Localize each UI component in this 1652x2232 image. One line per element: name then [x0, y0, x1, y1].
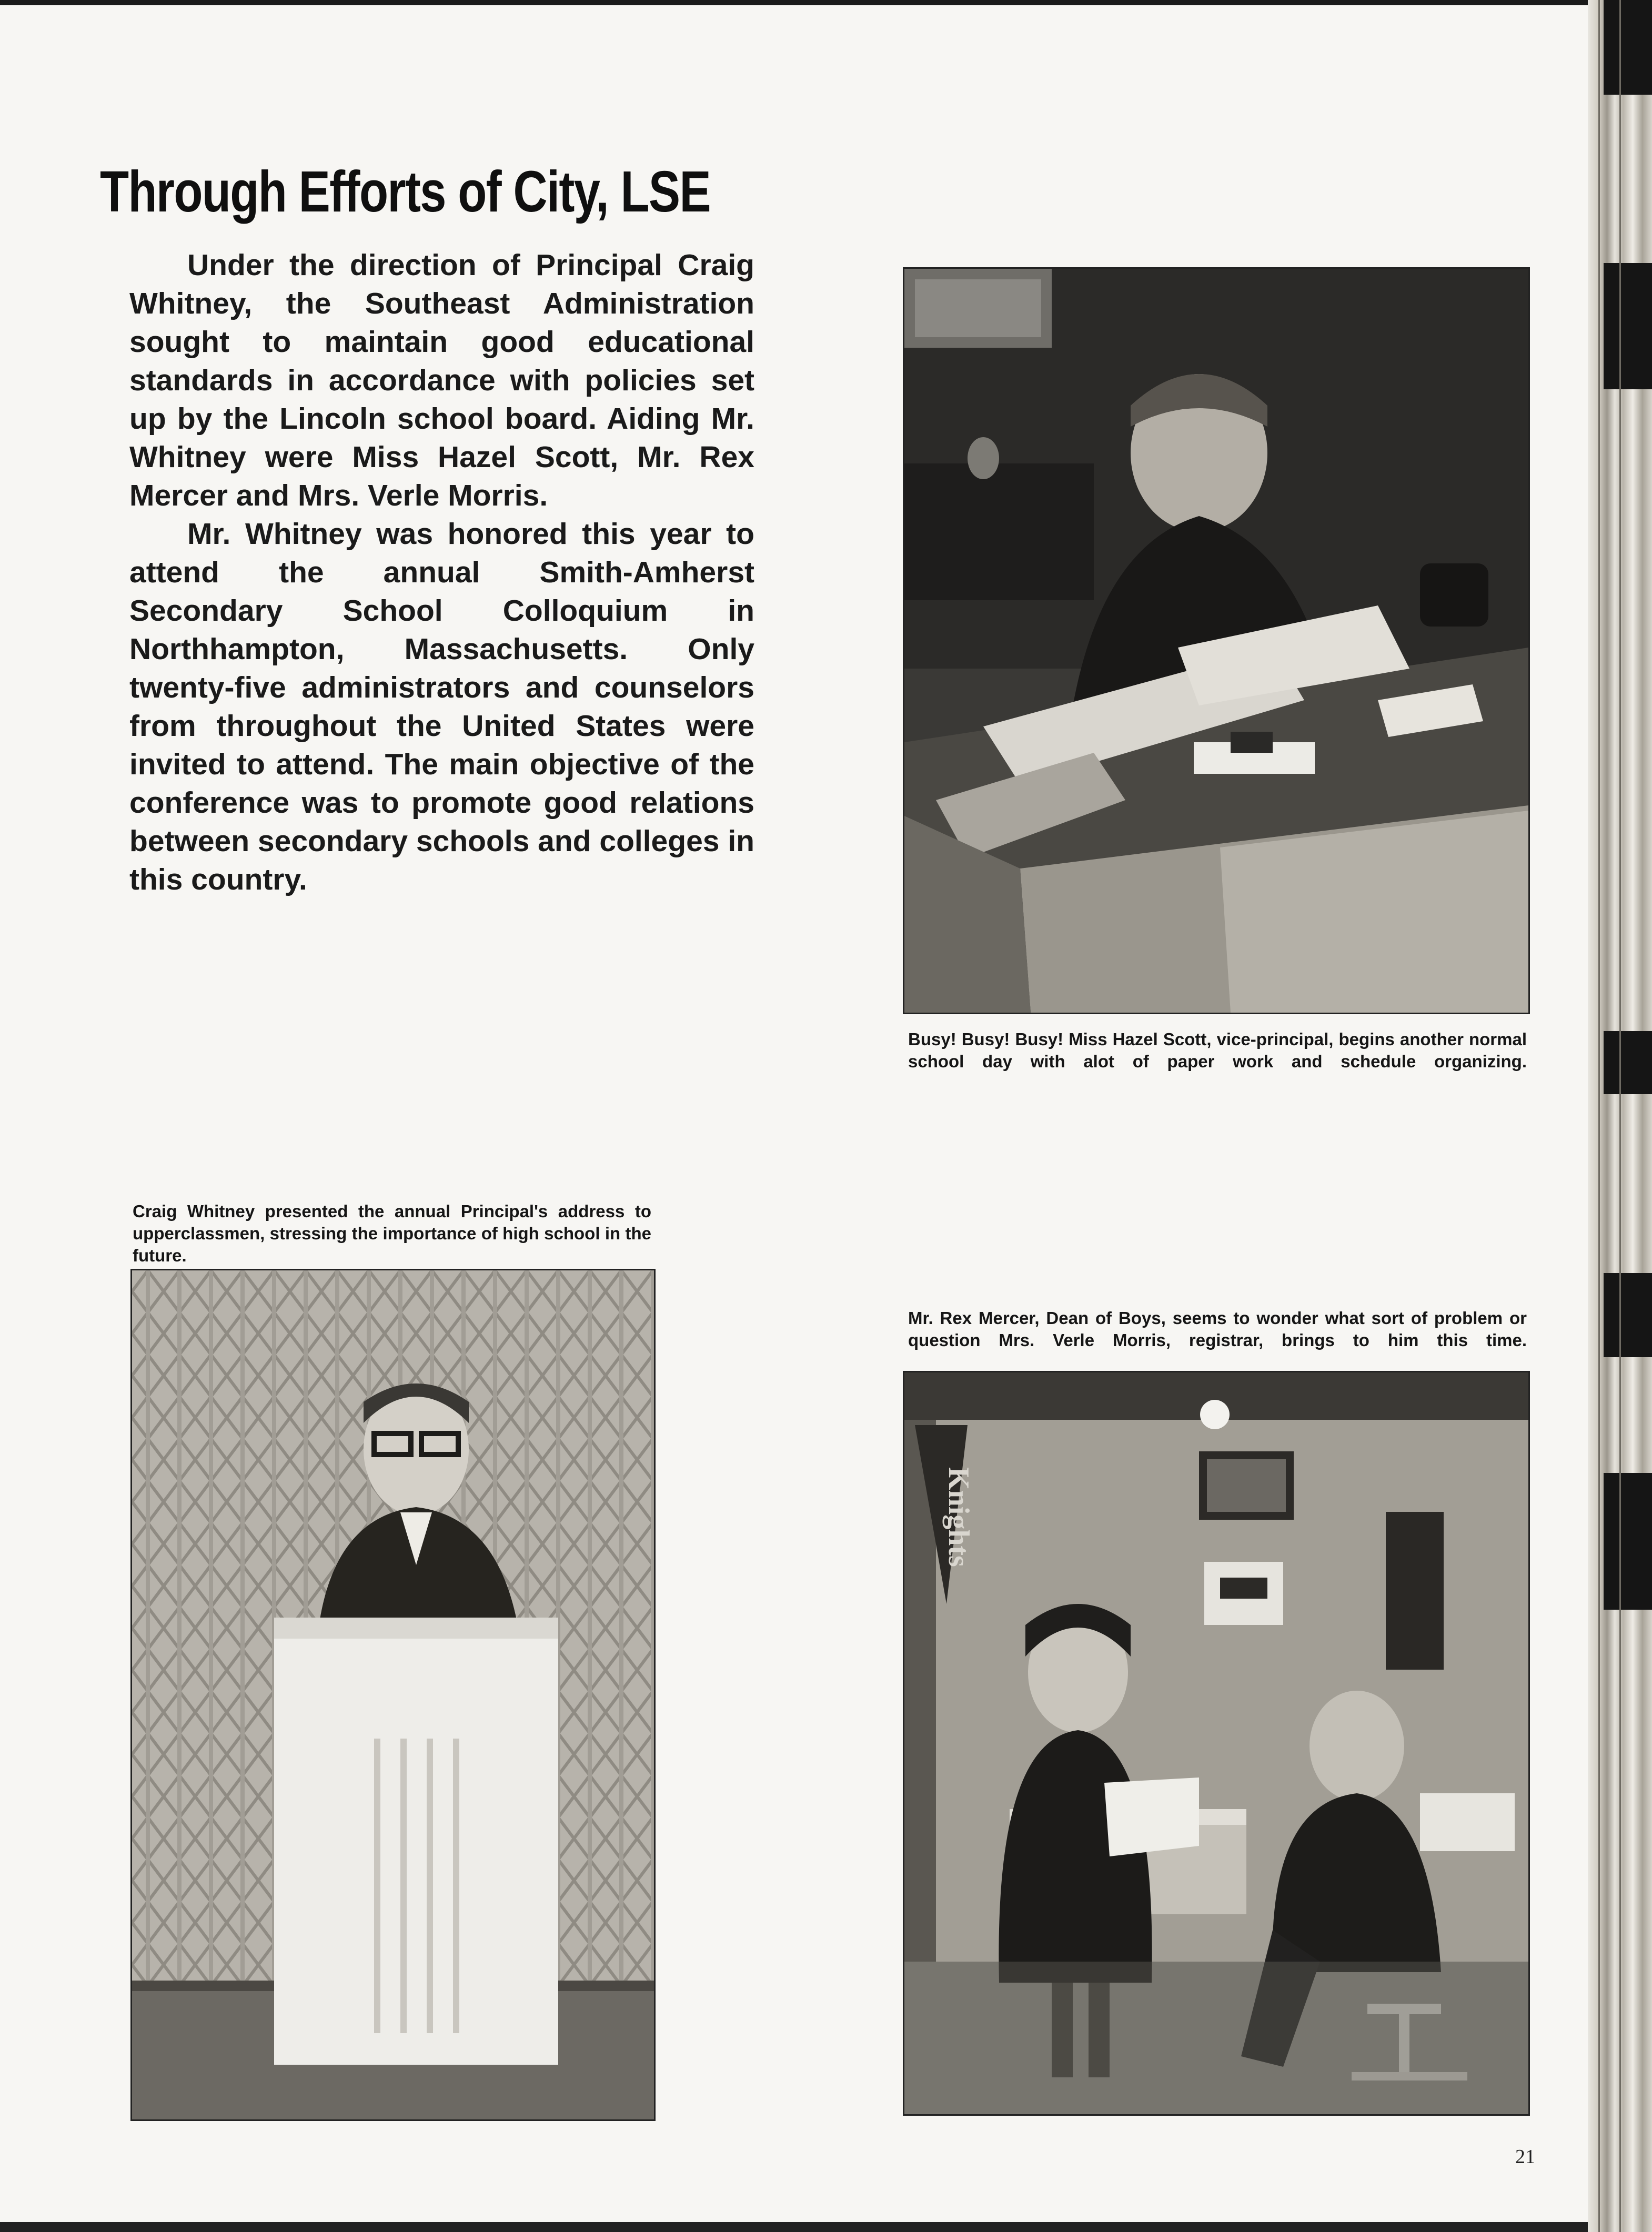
photo-hazel-scott-at-desk	[903, 267, 1530, 1014]
binding-tab	[1604, 1273, 1652, 1357]
article-body	[129, 246, 754, 899]
binding-line	[1598, 0, 1600, 2232]
binding-tab	[1604, 0, 1652, 95]
bottom-rule	[0, 2222, 1610, 2232]
top-rule	[0, 0, 1610, 5]
photo-craig-whitney-image	[132, 1270, 654, 2119]
binding-tab	[1604, 1473, 1652, 1610]
book-binding-edge	[1588, 0, 1652, 2232]
caption-hazel-scott: Busy! Busy! Busy! Miss Hazel Scott, vice-principal, begins another normal school day with alot of paper work and schedule organizing.	[908, 1029, 1527, 1071]
article-paragraph: Under the direction of Principal Craig Whitney, the Southeast Administration sought to maintain good educational standards in accordance with policies set up by the Lincoln school board. Aiding Mr. Whitney were Miss Hazel Scott, Mr. Rex Mercer and Mrs. Verle Morris.	[129, 248, 754, 512]
photo-rex-mercer-image	[904, 1372, 1528, 2114]
pennant-text: Knights	[942, 1467, 975, 1567]
photo-rex-mercer-verle-morris	[903, 1371, 1530, 2116]
article-paragraph: Mr. Whitney was honored this year to attend the annual Smith-Amherst Secondary School Colloquium in Northhampton, Massachusetts. Only twenty-five administrators and counselors from throughout the United States were invited to attend. The main objective of the conference was to promote good relations between secondary schools and colleges in this country.	[129, 517, 754, 896]
binding-line	[1619, 0, 1621, 2232]
photo-craig-whitney-podium	[130, 1269, 656, 2121]
photo-hazel-scott-image	[904, 269, 1528, 1013]
page-headline: Through Efforts of City, LSE	[100, 159, 710, 224]
caption-rex-mercer: Mr. Rex Mercer, Dean of Boys, seems to wonder what sort of problem or question Mrs. Verle Morris, registrar, brings to him this time.	[908, 1308, 1527, 1350]
page-number: 21	[1515, 2146, 1535, 2168]
caption-craig-whitney: Craig Whitney presented the annual Principal's address to upperclassmen, stressing the importance of high school in the future.	[133, 1201, 651, 1265]
binding-tab	[1604, 263, 1652, 389]
binding-tab	[1604, 1031, 1652, 1094]
